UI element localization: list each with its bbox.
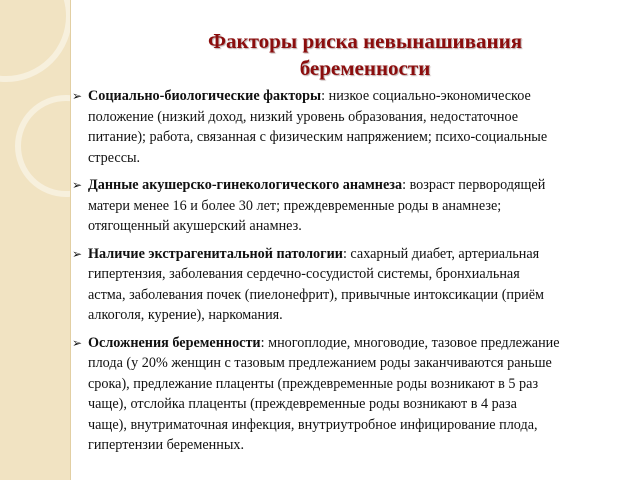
slide-title bbox=[150, 28, 580, 82]
item-text-line: питание); работа, связанная с физическим напряжением; психо-социальные bbox=[88, 129, 548, 145]
item-text-line: чаще), внутриматочная инфекция, внутриутробное инфицирование плода, bbox=[88, 416, 538, 433]
item-text: : возраст первородящей bbox=[402, 177, 546, 193]
item-text-line: гипертензия, заболевания сердечно-сосудистой системы, бронхиальная bbox=[88, 266, 520, 282]
item-text-line bbox=[88, 333, 632, 354]
item-text-line: алкоголя, курение), наркомания. bbox=[88, 307, 283, 323]
item-text-line bbox=[88, 244, 632, 265]
list-item bbox=[72, 175, 632, 237]
item-text-line: астма, заболевания почек (пиелонефрит), привычные интоксикации (приём bbox=[88, 286, 544, 303]
bullet-arrow-icon: ➢ bbox=[72, 178, 83, 192]
bullet-arrow-icon: ➢ bbox=[72, 335, 83, 350]
bullet-arrow-icon: ➢ bbox=[72, 89, 83, 103]
title-line: беременности bbox=[299, 56, 431, 80]
item-text-line: положение (низкий доход, низкий уровень образования, недостаточное bbox=[88, 108, 519, 125]
bullet-list bbox=[72, 86, 632, 463]
item-text-line: плода (у 20% женщин с тазовым предлежанием роды заканчиваются раньше bbox=[88, 355, 552, 371]
item-text: : сахарный диабет, артериальная bbox=[342, 245, 540, 262]
item-text-line: отягощенный акушерский анамнез. bbox=[88, 218, 302, 234]
item-text-line: стрессы. bbox=[88, 149, 141, 166]
item-text-line: матери менее 16 и более 30 лет; преждевременные роды в анамнезе; bbox=[88, 197, 502, 214]
decorative-circle bbox=[15, 95, 71, 197]
item-text-line: чаще), отслойка плаценты (преждевременные роды возникают в 4 раза bbox=[88, 396, 517, 412]
list-item bbox=[72, 333, 632, 456]
decorative-circle bbox=[0, 0, 71, 82]
item-term: Данные акушерско-гинекологического анамнеза bbox=[88, 177, 403, 193]
item-text-line: гипертензии беременных. bbox=[88, 437, 244, 453]
item-term: Осложнения беременности bbox=[88, 334, 261, 351]
item-term: Наличие экстрагенитальной патологии bbox=[88, 245, 343, 262]
list-item bbox=[72, 244, 632, 326]
decorative-side-band bbox=[0, 0, 71, 480]
item-text: : низкое социально-экономическое bbox=[321, 88, 531, 104]
item-text-line bbox=[88, 175, 632, 196]
item-term: Социально-биологические факторы bbox=[88, 88, 322, 104]
item-text-line bbox=[88, 86, 632, 107]
item-text: : многоплодие, многоводие, тазовое предлежание bbox=[260, 334, 560, 351]
bullet-arrow-icon: ➢ bbox=[72, 246, 83, 261]
title-line: Факторы риска невынашивания bbox=[207, 29, 523, 53]
list-item bbox=[72, 86, 632, 168]
item-text-line: срока), предлежание плаценты (преждевременные роды возникают в 5 раз bbox=[88, 375, 539, 392]
